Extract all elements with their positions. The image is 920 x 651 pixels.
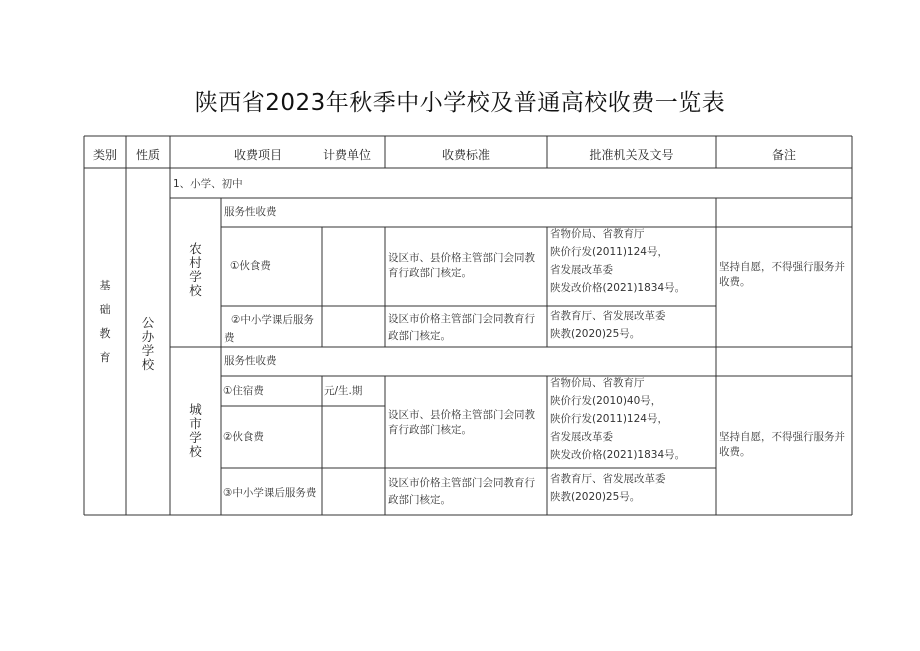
urban-remark: 坚持自愿，不得强行服务并收费。 xyxy=(719,431,845,458)
rural-remark: 坚持自愿，不得强行服务并收费。 xyxy=(719,261,845,288)
rural-item-afterschool: ②中小学课后服务费 xyxy=(224,314,314,344)
header-fee-item: 收费项目 xyxy=(233,148,282,162)
urban-item-meal: ②伙食费 xyxy=(223,431,264,443)
urban-school-label: 城市学校 xyxy=(189,402,202,459)
category-text: 基础教育 xyxy=(99,279,111,364)
header-category: 类别 xyxy=(92,148,117,162)
header-unit: 计费单位 xyxy=(322,148,371,162)
urban-item-afterschool-standard: 设区市价格主管部门会同教育行政部门核定。 xyxy=(388,477,535,506)
section-label: 1、小学、初中 xyxy=(173,178,243,190)
urban-item-lodging: ①住宿费 xyxy=(223,385,264,397)
urban-shared-standard: 设区市、县价格主管部门会同教育行政部门核定。 xyxy=(388,409,535,436)
rural-item-meal-standard: 设区市、县价格主管部门会同教育行政部门核定。 xyxy=(388,252,535,279)
rural-item-afterschool-approval: 省教育厅、省发展改革委 陕教(2020)25号。 xyxy=(550,310,666,340)
urban-item-afterschool: ③中小学课后服务费 xyxy=(223,487,317,499)
nature-text: 公办学校 xyxy=(141,315,155,372)
header-nature: 性质 xyxy=(135,148,160,162)
rural-item-afterschool-standard: 设区市价格主管部门会同教育行政部门核定。 xyxy=(388,313,535,342)
urban-item-lodging-unit: 元/生.期 xyxy=(324,385,363,397)
header-approval: 批准机关及文号 xyxy=(589,148,674,162)
nature-cell xyxy=(126,316,170,372)
page-title: 陕西省2023年秋季中小学校及普通高校收费一览表 xyxy=(194,90,726,116)
rural-item-meal: ①伙食费 xyxy=(230,260,271,272)
rural-school-label: 农村学校 xyxy=(189,241,202,298)
urban-item-afterschool-approval: 省教育厅、省发展改革委 陕教(2020)25号。 xyxy=(550,473,666,503)
rural-group-label: 服务性收费 xyxy=(224,206,277,218)
category-cell xyxy=(84,274,126,370)
urban-group-label: 服务性收费 xyxy=(224,355,277,367)
urban-shared-approval: 省物价局、省教育厅 陕价行发(2010)40号， 陕价行发(2011)124号， 省发展改革委 陕发改价格(2021)1834号。 xyxy=(550,377,686,461)
header-remarks: 备注 xyxy=(771,148,796,162)
header-standard: 收费标准 xyxy=(441,148,490,162)
rural-item-meal-approval: 省物价局、省教育厅 陕价行发(2011)124号， 省发展改革委 陕发改价格(2021)1834号。 xyxy=(550,228,686,294)
